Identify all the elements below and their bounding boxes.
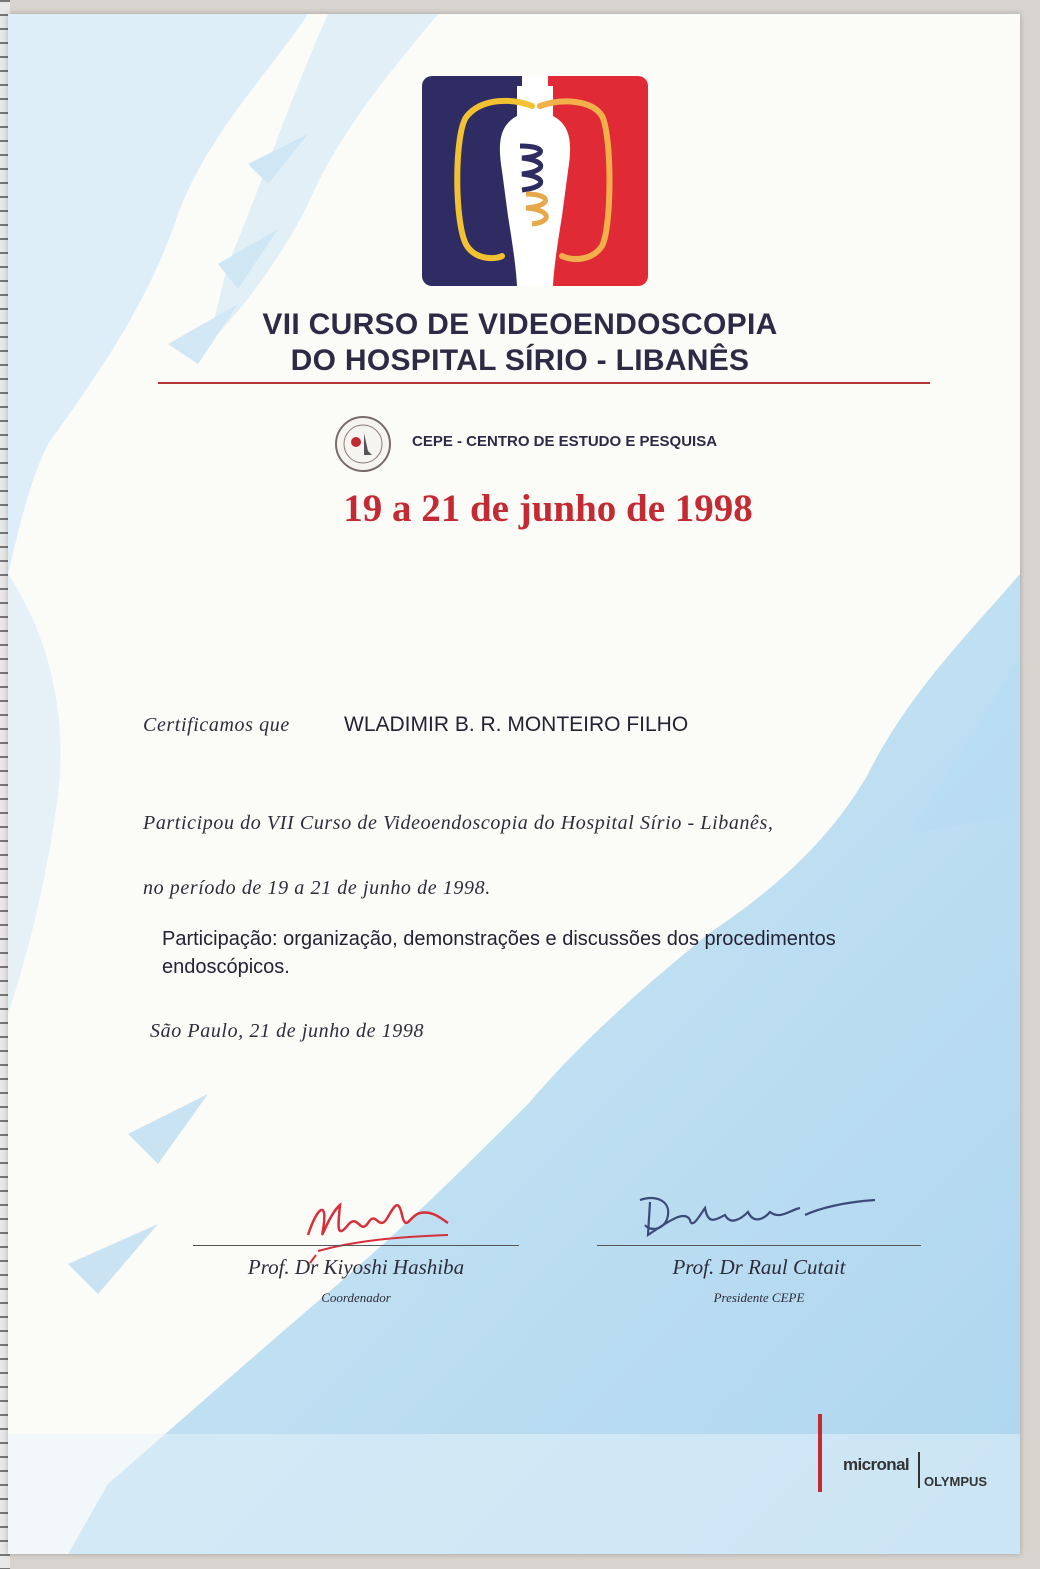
course-logo: [422, 76, 648, 286]
institution-name: CEPE - CENTRO DE ESTUDO E PESQUISA: [412, 433, 718, 450]
cepe-seal-icon: [334, 415, 392, 473]
signature-hashiba: [298, 1185, 458, 1265]
signature-line-right: [597, 1245, 921, 1246]
recipient-name: WLADIMIR B. R. MONTEIRO FILHO: [344, 713, 689, 736]
course-title-line-1: VII CURSO DE VIDEOENDOSCOPIA: [262, 308, 778, 341]
signer-name-right: Prof. Dr Raul Cutait: [672, 1255, 846, 1279]
sponsor-olympus-logo: OLYMPUS: [924, 1474, 988, 1489]
sponsor-micronal-logo: micronal: [843, 1455, 910, 1474]
sponsor-divider: [918, 1452, 920, 1488]
place-and-date: São Paulo, 21 de junho de 1998: [150, 1020, 425, 1042]
sponsor-accent-bar: [818, 1414, 822, 1492]
event-date: 19 a 21 de junho de 1998: [343, 487, 753, 530]
signer-role-right: Presidente CEPE: [713, 1290, 805, 1305]
participation-statement: Participou do VII Curso de Videoendoscopia do Hospital Sírio - Libanês,: [143, 812, 774, 834]
title-divider: [158, 382, 930, 384]
period-statement: no período de 19 a 21 de junho de 1998.: [143, 877, 491, 899]
certify-label: Certificamos que: [143, 714, 290, 736]
participation-role: Participação: organização, demonstrações e discussões dos procedimentos endoscópicos.: [162, 928, 836, 978]
signer-name-left: Prof. Dr Kiyoshi Hashiba: [247, 1255, 465, 1279]
signature-line-left: [193, 1245, 519, 1246]
course-title-line-2: DO HOSPITAL SÍRIO - LIBANÊS: [290, 344, 750, 377]
signer-role-left: Coordenador: [321, 1290, 391, 1305]
signature-cutait: [630, 1190, 880, 1245]
